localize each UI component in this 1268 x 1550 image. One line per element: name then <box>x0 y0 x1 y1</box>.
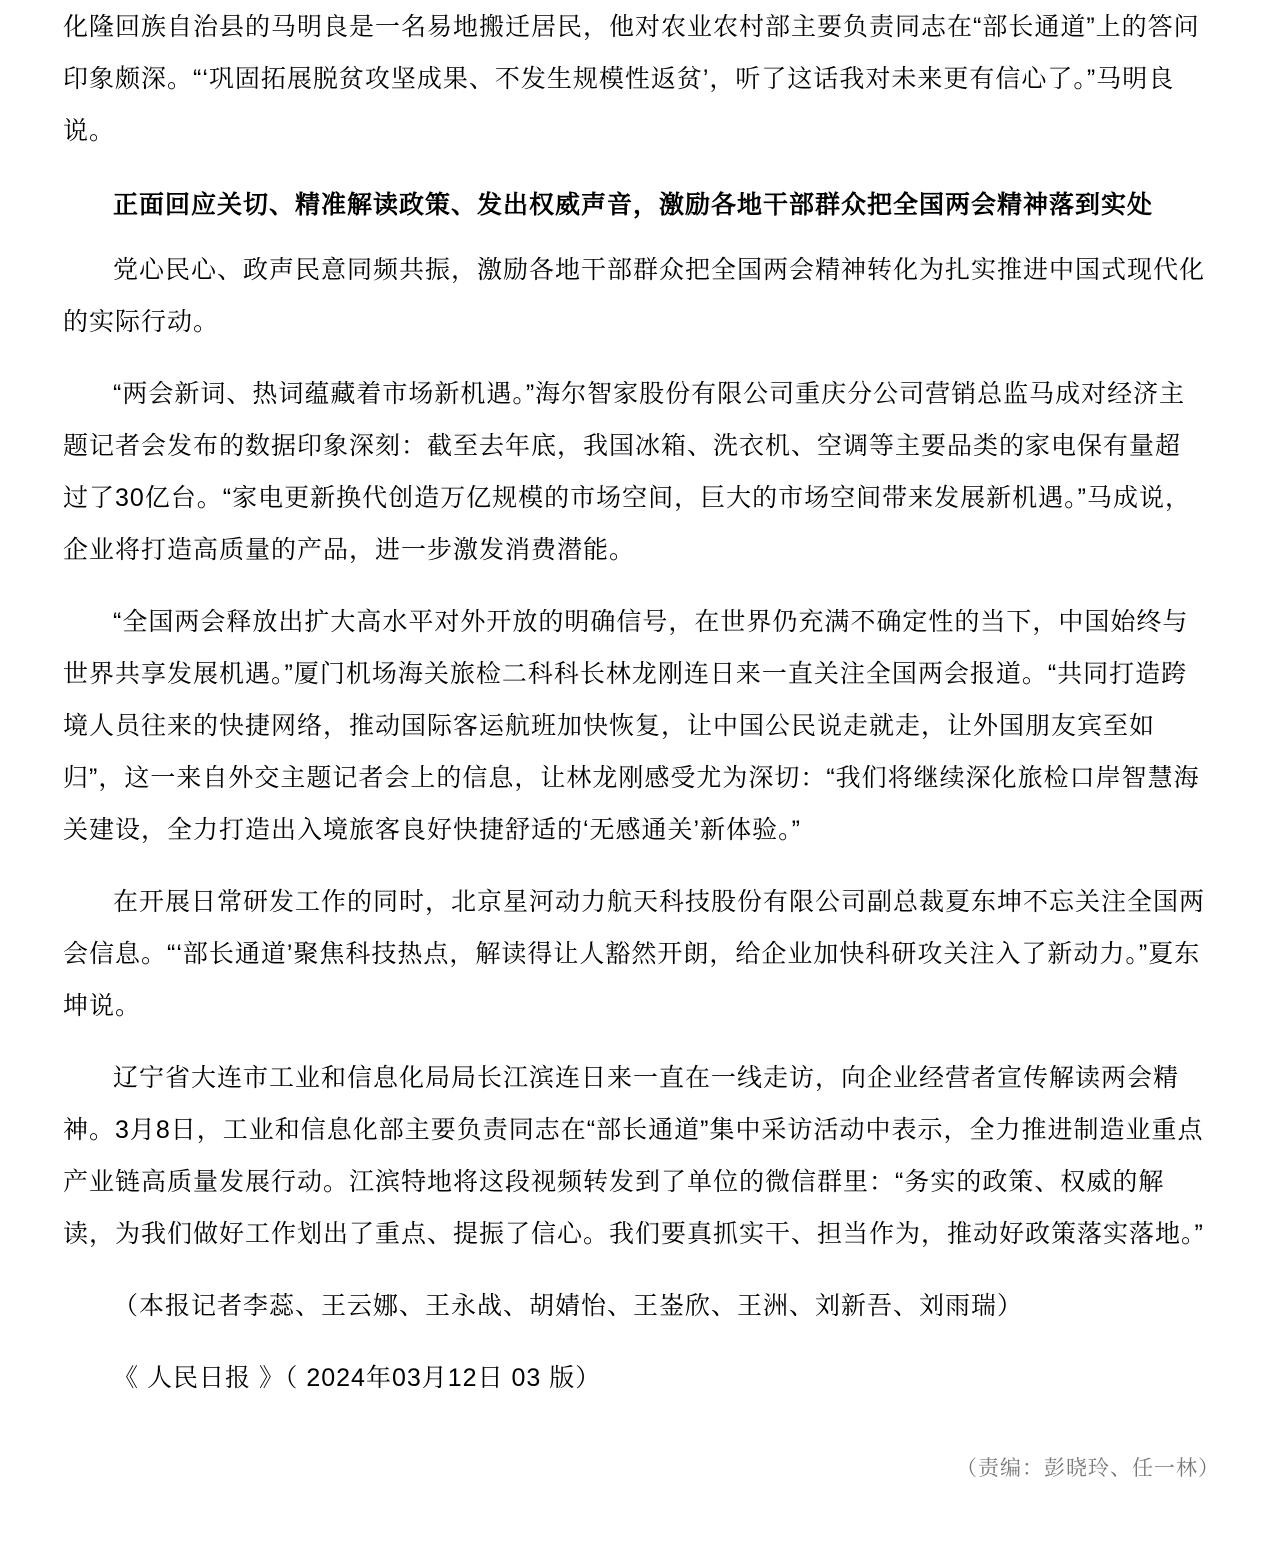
paragraph-continuation: 化隆回族自治县的马明良是一名易地搬迁居民，他对农业农村部主要负责同志在“部长通道”上的答问印象颇深。“‘巩固拓展脱贫攻坚成果、不发生规模性返贫’，听了这话我对未来更有信心了。”马明良说。 <box>63 13 1200 145</box>
publication-source: 《 人民日报 》（ 2024年03月12日 03 版） <box>113 1364 602 1392</box>
paragraph: “两会新词、热词蕴藏着市场新机遇。”海尔智家股份有限公司重庆分公司营销总监马成对经济主题记者会发布的数据印象深刻：截至去年底，我国冰箱、洗衣机、空调等主要品类的家电保有量超过了30亿台。“家电更新换代创造万亿规模的市场空间，巨大的市场空间带来发展新机遇。”马成说，企业将打造高质量的产品，进一步激发消费潜能。 <box>63 380 1191 564</box>
paragraph: 辽宁省大连市工业和信息化局局长江滨连日来一直在一线走访，向企业经营者宣传解读两会精神。3月8日，工业和信息化部主要负责同志在“部长通道”集中采访活动中表示，全力推进制造业重点产业链高质量发展行动。江滨特地将这段视频转发到了单位的微信群里：“务实的政策、权威的解读，为我们做好工作划出了重点、提振了信心。我们要真抓实干、担当作为，推动好政策落实落地。” <box>63 1064 1204 1248</box>
editor-note: （责编：彭晓玲、任一林） <box>956 1456 1220 1480</box>
paragraph: 在开展日常研发工作的同时，北京星河动力航天科技股份有限公司副总裁夏东坤不忘关注全国两会信息。“‘部长通道’聚焦科技热点，解读得让人豁然开朗，给企业加快科研攻关注入了新动力。”夏东坤说。 <box>63 888 1206 1020</box>
paragraph: “全国两会释放出扩大高水平对外开放的明确信号，在世界仍充满不确定性的当下，中国始终与世界共享发展机遇。”厦门机场海关旅检二科科长林龙刚连日来一直关注全国两会报道。“共同打造跨境人员往来的快捷网络，推动国际客运航班加快恢复，让中国公民说走就走，让外国朋友宾至如归”，这一来自外交主题记者会上的信息，让林龙刚感受尤为深切：“我们将继续深化旅检口岸智慧海关建设，全力打造出入境旅客良好快捷舒适的‘无感通关’新体验。” <box>63 608 1200 844</box>
paragraph: 党心民心、政声民意同频共振，激励各地干部群众把全国两会精神转化为扎实推进中国式现代化的实际行动。 <box>63 256 1206 336</box>
section-heading: 正面回应关切、精准解读政策、发出权威声音，激励各地干部群众把全国两会精神落到实处 <box>113 191 1154 219</box>
reporters-byline: （本报记者李蕊、王云娜、王永战、胡婧怡、王崟欣、王洲、刘新吾、刘雨瑞） <box>113 1292 1024 1320</box>
